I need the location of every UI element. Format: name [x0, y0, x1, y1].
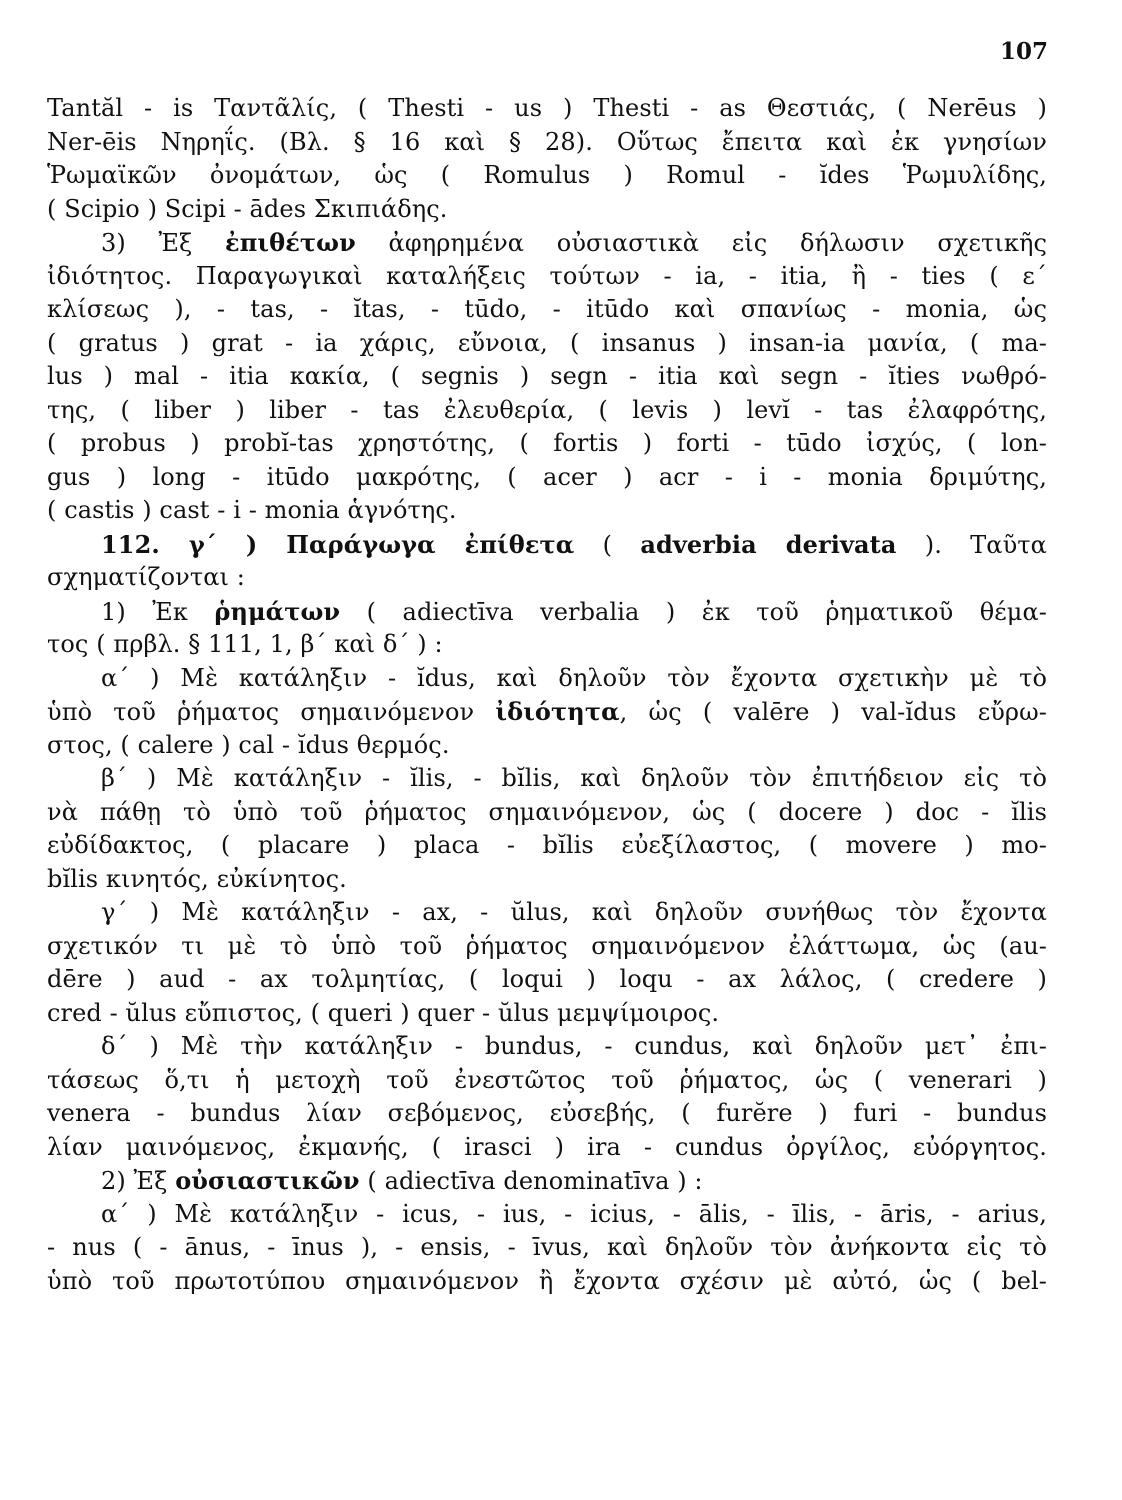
text-line: venera - bundus λίαν σεβόμενος, εὐσεβής, ( furĕre ) furi - bundus [47, 1099, 1047, 1127]
text-line: νὰ πάθῃ τὸ ὑπὸ τοῦ ῥήματος σημαινόμενον, ὡς ( docere ) doc - ĭlis [47, 797, 1047, 826]
text-line: εὐδίδακτος, ( placare ) placa - bĭlis εὐεξίλαστος, ( movere ) mo- [47, 831, 1047, 859]
page-number: 107 [999, 38, 1048, 65]
bold-term: ἰδιότητα [495, 697, 620, 726]
page-body-text [47, 92, 1047, 1298]
text-line: Ῥωμαϊκῶν ὀνομάτων, ὡς ( Romulus ) Romul - ĭdes Ῥωμυλίδης, [47, 161, 1047, 189]
bold-term: adverbia derivata [640, 529, 897, 559]
text-line: lus ) mal - itia κακία, ( segnis ) segn - itia καὶ segn - ĭties νωθρό- [47, 362, 1047, 390]
bold-term: γ΄ ) Παράγωγα ἐπίθετα [159, 529, 575, 559]
section-heading-112: 112. γ΄ ) Παράγωγα ἐπίθετα ( adverbia derivata ). Ταῦτα [101, 529, 1047, 559]
text-line: σχηματίζονται : [47, 563, 245, 591]
text-line: - nus ( - ānus, - īnus ), - ensis, - īvus, καὶ δηλοῦν τὸν ἀνήκοντα εἰς τὸ [47, 1233, 1047, 1261]
bold-term: οὐσιαστικῶν [175, 1166, 360, 1195]
text-line: ( castis ) cast - i - monia ἁγνότης. [47, 496, 457, 524]
text-line: β΄ ) Μὲ κατάληξιν - ĭlis, - bĭlis, καὶ δηλοῦν τὸν ἐπιτήδειον εἰς τὸ [101, 764, 1047, 792]
text-line: τος ( πρβλ. § 111, 1, β΄ καὶ δ΄ ) : [47, 630, 443, 658]
text-line: σχετικόν τι μὲ τὸ ὑπὸ τοῦ ῥήματος σημαινόμενον ἐλάττωμα, ὡς (au- [47, 931, 1047, 960]
text-line: 3) Ἐξ ἐπιθέτων ἀφηρημένα οὐσιαστικὰ εἰς δήλωσιν σχετικῆς [101, 228, 1047, 257]
section-number: 112. [101, 529, 160, 559]
bold-term: ῥημάτων [214, 596, 341, 626]
text-line: ὑπὸ τοῦ πρωτοτύπου σημαινόμενον ἢ ἔχοντα σχέσιν μὲ αὐτό, ὡς ( bel- [47, 1266, 1047, 1295]
text-line: α΄ ) Μὲ κατάληξιν - ĭdus, καὶ δηλοῦν τὸν ἔχοντα σχετικὴν μὲ τὸ [101, 663, 1047, 692]
text-line: Tantăl - is Ταντᾶλίς, ( Thesti - us ) Thesti - as Θεστιάς, ( Nerēus ) [47, 94, 1047, 122]
text-line: τάσεως ὅ,τι ἡ μετοχὴ τοῦ ἐνεστῶτος τοῦ ῥήματος, ὡς ( venerari ) [47, 1065, 1047, 1094]
text-line: 1) Ἐκ ῥημάτων ( adiectīva verbalia ) ἐκ τοῦ ῥηματικοῦ θέμα- [101, 596, 1047, 626]
text-line: 2) Ἐξ οὐσιαστικῶν ( adiectīva denominatīva ) : [101, 1166, 703, 1195]
text-line: ἰδιότητος. Παραγωγικαὶ καταλήξεις τούτων - ia, - itia, ἢ - ties ( ε΄ [47, 261, 1047, 290]
text-line: γ΄ ) Μὲ κατάληξιν - ax, - ŭlus, καὶ δηλοῦν συνήθως τὸν ἔχοντα [101, 898, 1047, 926]
text-line: ( probus ) probĭ-tas χρηστότης, ( fortis ) forti - tūdo ἰσχύς, ( lon- [47, 429, 1047, 457]
text-line: λίαν μαινόμενος, ἐκμανής, ( irasci ) ira - cundus ὀργίλος, εὐόργητος. [47, 1132, 1047, 1161]
text-line: ( gratus ) grat - ia χάρις, εὔνοια, ( insanus ) insan-ia μανία, ( ma- [47, 328, 1047, 357]
text-line: στος, ( calere ) cal - ĭdus θερμός. [47, 730, 450, 759]
text-line: cred - ŭlus εὔπιστος, ( queri ) quer - ŭlus μεμψίμοιρος. [47, 998, 720, 1027]
text-line: δ΄ ) Μὲ τὴν κατάληξιν - bundus, - cundus, καὶ δηλοῦν μετ᾽ ἐπι- [101, 1032, 1047, 1060]
text-line: ὑπὸ τοῦ ῥήματος σημαινόμενον ἰδιότητα, ὡς ( valēre ) val-ĭdus εὔρω- [47, 697, 1048, 726]
text-line: gus ) long - itūdo μακρότης, ( acer ) acr - i - monia δριμύτης, [47, 462, 1047, 491]
text-line: κλίσεως ), - tas, - ĭtas, - tūdo, - itūdo καὶ σπανίως - monia, ὡς [47, 295, 1047, 323]
text-line: α΄ ) Μὲ κατάληξιν - icus, - ius, - icius, - ālis, - īlis, - āris, - arius, [101, 1199, 1047, 1228]
bold-term: ἐπιθέτων [225, 228, 356, 257]
text-line: Ner-ēis Νηρηΐς. (Βλ. § 16 καὶ § 28). Οὕτως ἔπειτα καὶ ἐκ γνησίων [47, 127, 1047, 156]
text-line: bĭlis κινητός, εὐκίνητος. [47, 864, 347, 893]
text-line: ( Scipio ) Scipi - ādes Σκιπιάδης. [47, 194, 448, 223]
text-line: της, ( liber ) liber - tas ἐλευθερία, ( levis ) levĭ - tas ἐλαφρότης, [47, 395, 1047, 424]
text-line: dēre ) aud - ax τολμητίας, ( loqui ) loqu - ax λάλος, ( credere ) [47, 965, 1047, 993]
